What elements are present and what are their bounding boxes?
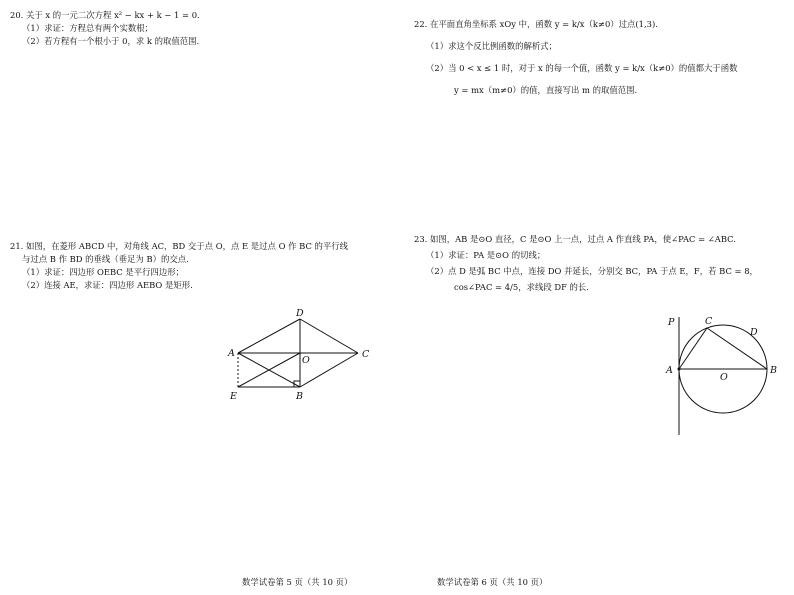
label-A: A [666,365,673,376]
question-22 [414,13,738,101]
label-E: E [230,391,237,402]
label-C: C [362,349,370,360]
chord-AC [679,328,707,369]
question-23 [414,231,758,295]
q20-part1: （1）求证：方程总有两个实数根； [22,23,153,33]
chord-CB [707,328,767,369]
point-A [678,368,681,371]
q21-part2: （2）连接 AE，求证：四边形 AEBO 是矩形. [22,280,193,290]
q23-part1: （1）求证：PA 是⊙O 的切线； [426,250,546,260]
q21-rhombus-figure [222,305,382,405]
q22-part1: （1）求这个反比例函数的解析式； [426,41,557,51]
label-A: A [228,348,235,359]
label-O: O [720,372,728,383]
q23-part2-continued: cos∠PAC = 4/5，求线段 DF 的长. [454,282,589,292]
label-D: D [750,327,758,338]
label-D: D [296,308,304,319]
q22-part2: （2）当 0 < x ≤ 1 时，对于 x 的每一个值，函数 y = k/x（k≠0）的值都大于函数 [426,63,738,73]
q20-stem: 20. 关于 x 的一元二次方程 x² − kx + k − 1 = 0. [10,10,200,20]
label-P: P [668,317,675,328]
question-21 [10,240,348,292]
edge-AD [238,319,300,353]
label-B: B [296,391,303,402]
q21-stem-continued: 与过点 B 作 BD 的垂线（垂足为 B）的交点. [22,254,189,264]
q22-stem: 22. 在平面直角坐标系 xOy 中，函数 y = k/x（k≠0）过点(1,3). [414,19,658,29]
q23-circle-figure [660,305,790,440]
q23-part2: （2）点 D 是弧 BC 中点，连接 DO 并延长，分别交 BC，PA 于点 E，F，若 BC = 8， [426,266,758,276]
label-B: B [770,365,777,376]
q21-stem: 21. 如图，在菱形 ABCD 中，对角线 AC，BD 交于点 O，点 E 是过点 O 作 BC 的平行线 [10,241,349,251]
footer-page-5: 数学试卷第 5 页（共 10 页） [242,577,353,587]
question-20 [10,9,200,48]
footer-page-6: 数学试卷第 6 页（共 10 页） [437,577,548,587]
edge-DC [300,319,358,353]
label-C: C [705,316,713,327]
q21-part1: （1）求证：四边形 OEBC 是平行四边形； [22,267,184,277]
q20-part2: （2）若方程有一个根小于 0，求 k 的取值范围. [22,36,200,46]
label-O: O [302,355,310,366]
q22-part2-continued: y = mx（m≠0）的值，直接写出 m 的取值范围. [454,85,638,95]
q23-stem: 23. 如图，AB 是⊙O 直径，C 是⊙O 上一点，过点 A 作直线 PA，使∠PAC = ∠ABC. [414,234,736,244]
